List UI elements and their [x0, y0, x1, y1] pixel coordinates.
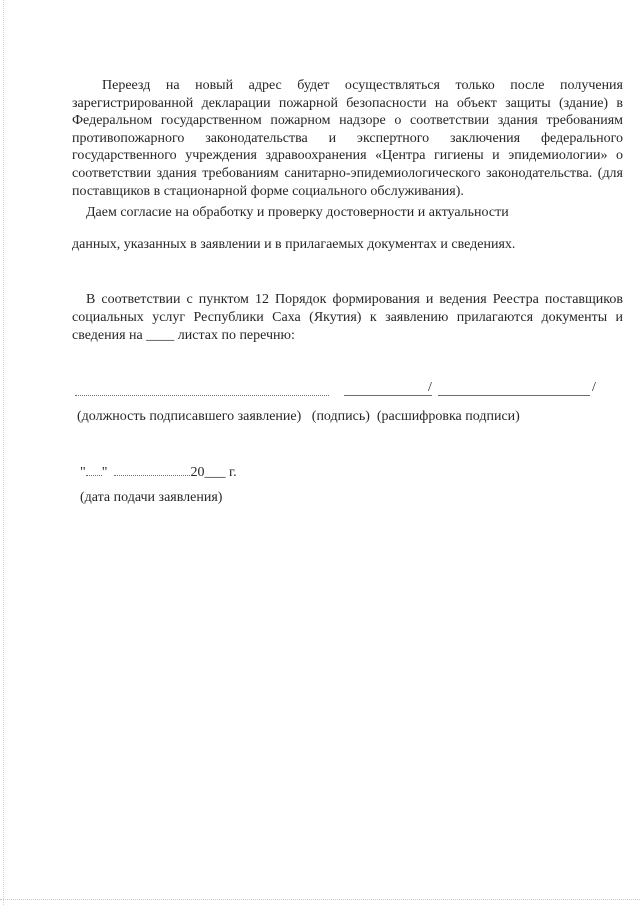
signature-line — [72, 380, 623, 398]
month-blank — [114, 474, 190, 476]
year-blank: ___ — [204, 464, 226, 480]
signature-separator-2: / — [592, 379, 596, 395]
year-suffix: г. — [225, 464, 237, 480]
signature-separator-1: / — [428, 379, 432, 395]
signature-caption: (должность подписавшего заявление) (подпись) (расшифровка подписи) — [77, 409, 520, 425]
date-caption: (дата подачи заявления) — [80, 490, 223, 506]
position-blank-line — [75, 395, 329, 396]
date-close-quote: " — [101, 464, 108, 480]
paragraph-relocation: Переезд на новый адрес будет осуществляться только после получения зарегистрированной декларации пожарной безопасности на объект защиты (здание) в Федеральном государственном пожарном надзоре о соответствии здания требованиям противопожарного законодательства и экспертного заключения федерального государственного учреждения здравоохранения «Центра гигиены и эпидемиологии» о соответствии здания требованиям санитарно-эпидемиологического законодательства. (для поставщиков в стационарной форме социального обслуживания). — [72, 78, 623, 199]
document-page — [72, 77, 623, 507]
name-blank-line — [438, 395, 590, 396]
sheet-count-blank: ____ — [146, 327, 175, 343]
signature-blank-line — [344, 395, 432, 396]
paragraph-consent-line-1: Даем согласие на обработку и проверку достоверности и актуальности — [86, 205, 509, 221]
date-open-quote: " — [80, 464, 86, 480]
day-blank — [86, 474, 102, 476]
scan-bottom-edge — [0, 899, 640, 900]
paragraph-consent-line-2: данных, указанных в заявлении и в прилагаемых документах и сведениях. — [72, 236, 516, 252]
attachments-text-end: листах по перечню: — [174, 327, 295, 343]
scan-left-edge — [3, 0, 4, 905]
paragraph-attachments — [72, 291, 623, 344]
year-prefix: 20 — [190, 464, 205, 480]
attachments-text-start: В соответствии с пунктом 12 Порядок формирования и ведения Реестра поставщиков социальных услуг Республики Саха (Якутия) к заявлению прилагаются документы и сведения на — [72, 292, 623, 343]
date-line — [72, 464, 623, 482]
